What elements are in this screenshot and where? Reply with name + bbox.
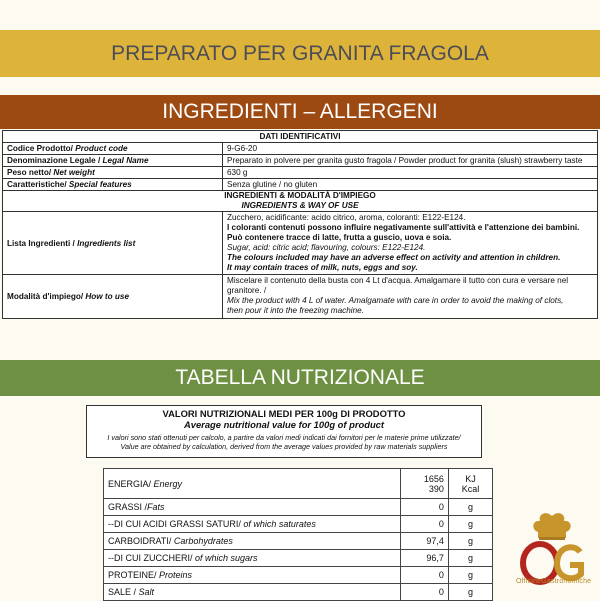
row-label: Peso netto/ xyxy=(7,168,52,177)
nutrient-label-en: Proteins xyxy=(159,570,193,580)
table-row xyxy=(3,143,598,155)
table-row xyxy=(104,469,493,499)
row-label-en: Special features xyxy=(68,180,132,189)
nutrition-note-en: Value are obtained by calculation, derived from the average values provided by raw materials suppliers xyxy=(120,442,448,451)
ingredients-banner xyxy=(0,95,600,129)
row-value: 9-G6-20 xyxy=(223,143,598,155)
table-row xyxy=(104,516,493,533)
chef-hat-icon xyxy=(533,513,570,538)
nutrition-title: TABELLA NUTRIZIONALE xyxy=(175,366,425,389)
usage-label-en: How to use xyxy=(85,292,130,301)
nutrient-label: --DI CUI ZUCCHERI/ xyxy=(108,553,193,563)
logo-letter-g xyxy=(557,547,581,578)
section-header-it: INGREDIENTI & MODALITÀ D'IMPIEGO xyxy=(224,191,376,200)
nutrient-unit: g xyxy=(448,516,492,533)
usage-it-1: Miscelare il contenuto della busta con 4 Lt d'acqua. Amalgamare il tutto con cura e versare nel xyxy=(227,276,569,285)
usage-it-2: granitore. / xyxy=(227,286,267,295)
table-row xyxy=(104,499,493,516)
ingredients-en-3: It may contain traces of milk, nuts, eggs and soy. xyxy=(227,263,418,272)
usage-value xyxy=(223,275,598,319)
table-row xyxy=(3,155,598,167)
row-value: Senza glutine / no gluten xyxy=(223,179,598,191)
nutrient-unit: g xyxy=(448,550,492,567)
ingredients-en-1: Sugar, acid: citric acid; flavouring, colours: E122-E124. xyxy=(227,243,426,252)
nutrient-unit: g xyxy=(448,567,492,584)
energy-kj-value: 1656 xyxy=(423,473,444,484)
ingredients-it-1: Zucchero, acidificante: acido citrico, aroma, coloranti: E122-E124. xyxy=(227,213,466,222)
product-title: PREPARATO PER GRANITA FRAGOLA xyxy=(111,41,489,65)
nutrient-value: 96,7 xyxy=(400,550,448,567)
nutrient-value: 97,4 xyxy=(400,533,448,550)
nutrient-value: 0 xyxy=(400,516,448,533)
nutrient-unit: g xyxy=(448,533,492,550)
nutrient-label-en: Salt xyxy=(138,587,155,597)
ingredients-it-3: Può contenere tracce di latte, frutta a guscio, uova e soia. xyxy=(227,233,452,242)
nutrient-label: GRASSI / xyxy=(108,502,148,512)
energy-label: ENERGIA/ xyxy=(108,478,152,489)
ingredients-label: Lista Ingredienti / xyxy=(7,238,75,248)
nutrient-unit: g xyxy=(448,584,492,601)
ingredients-en-2: The colours included may have an adverse effect on activity and attention in children. xyxy=(227,253,561,262)
nutrient-label: PROTEINE/ xyxy=(108,570,157,580)
nutrition-note-it: I valori sono stati ottenuti per calcolo, a partire da valori medi indicati dai fornitori per le materie prime utilizzate/ xyxy=(107,433,461,442)
nutrition-title-it: VALORI NUTRIZIONALI MEDI PER 100g DI PRODOTTO xyxy=(162,408,406,419)
energy-kcal-value: 390 xyxy=(428,483,444,494)
row-label-en: Net weight xyxy=(53,168,95,177)
table-row xyxy=(104,567,493,584)
energy-kcal-unit: Kcal xyxy=(461,483,480,494)
ingredients-it-2: I coloranti contenuti possono influire negativamente sull'attività e l'attenzione dei bambini. xyxy=(227,223,580,232)
ingredients-value xyxy=(223,212,598,275)
logo-letter-o xyxy=(523,544,557,582)
row-label-en: Product code xyxy=(75,144,128,153)
table-row xyxy=(3,179,598,191)
table-row xyxy=(3,275,598,319)
nutrient-label-en: of which saturates xyxy=(243,519,316,529)
usage-label: Modalità d'impiego/ xyxy=(7,292,84,301)
nutrient-label-en: of which sugars xyxy=(195,553,258,563)
row-label: Denominazione Legale / xyxy=(7,156,101,165)
nutrient-value: 0 xyxy=(400,584,448,601)
ingredients-title: INGREDIENTI – ALLERGENI xyxy=(162,100,438,123)
nutrition-banner xyxy=(0,360,600,396)
table-row xyxy=(104,584,493,601)
section-header-en: INGREDIENTS & WAY OF USE xyxy=(241,201,359,210)
identification-table xyxy=(2,130,598,319)
row-label: Caratteristiche/ xyxy=(7,180,67,189)
nutrient-value: 0 xyxy=(400,567,448,584)
nutrition-title-en: Average nutritional value for 100g of product xyxy=(183,419,385,430)
energy-kj-unit: KJ xyxy=(465,473,476,484)
nutrient-label-en: Carbohydrates xyxy=(173,536,233,546)
brand-name: OfficineGastronomiche xyxy=(516,578,592,585)
product-title-banner xyxy=(0,30,600,77)
nutrient-label-en: Fats xyxy=(147,502,165,512)
row-value: Preparato in polvere per granita gusto fragola / Powder product for granita (slush) strawberry taste xyxy=(223,155,598,167)
row-label: Codice Prodotto/ xyxy=(7,144,73,153)
nutrient-label: SALE / xyxy=(108,587,137,597)
usage-en-1: Mix the product with 4 L of water. Amalgamate with care in order to avoid the making of clots, xyxy=(227,296,564,305)
row-value: 630 g xyxy=(223,167,598,179)
id-table-header: DATI IDENTIFICATIVI xyxy=(3,131,598,143)
table-row xyxy=(104,533,493,550)
nutrient-value: 0 xyxy=(400,499,448,516)
ingredients-section-header xyxy=(3,191,598,212)
nutrition-header-box xyxy=(86,405,482,458)
energy-label-en: Energy xyxy=(153,478,183,489)
nutrient-label: --DI CUI ACIDI GRASSI SATURI/ xyxy=(108,519,241,529)
usage-en-2: then pour it into the freezing machine. xyxy=(227,306,364,315)
nutrient-label: CARBOIDRATI/ xyxy=(108,536,172,546)
row-label-en: Legal Name xyxy=(102,156,149,165)
ingredients-label-en: Ingredients list xyxy=(77,238,136,248)
nutrition-table xyxy=(103,468,493,601)
table-row xyxy=(104,550,493,567)
nutrient-unit: g xyxy=(448,499,492,516)
table-row xyxy=(3,212,598,275)
table-row xyxy=(3,167,598,179)
